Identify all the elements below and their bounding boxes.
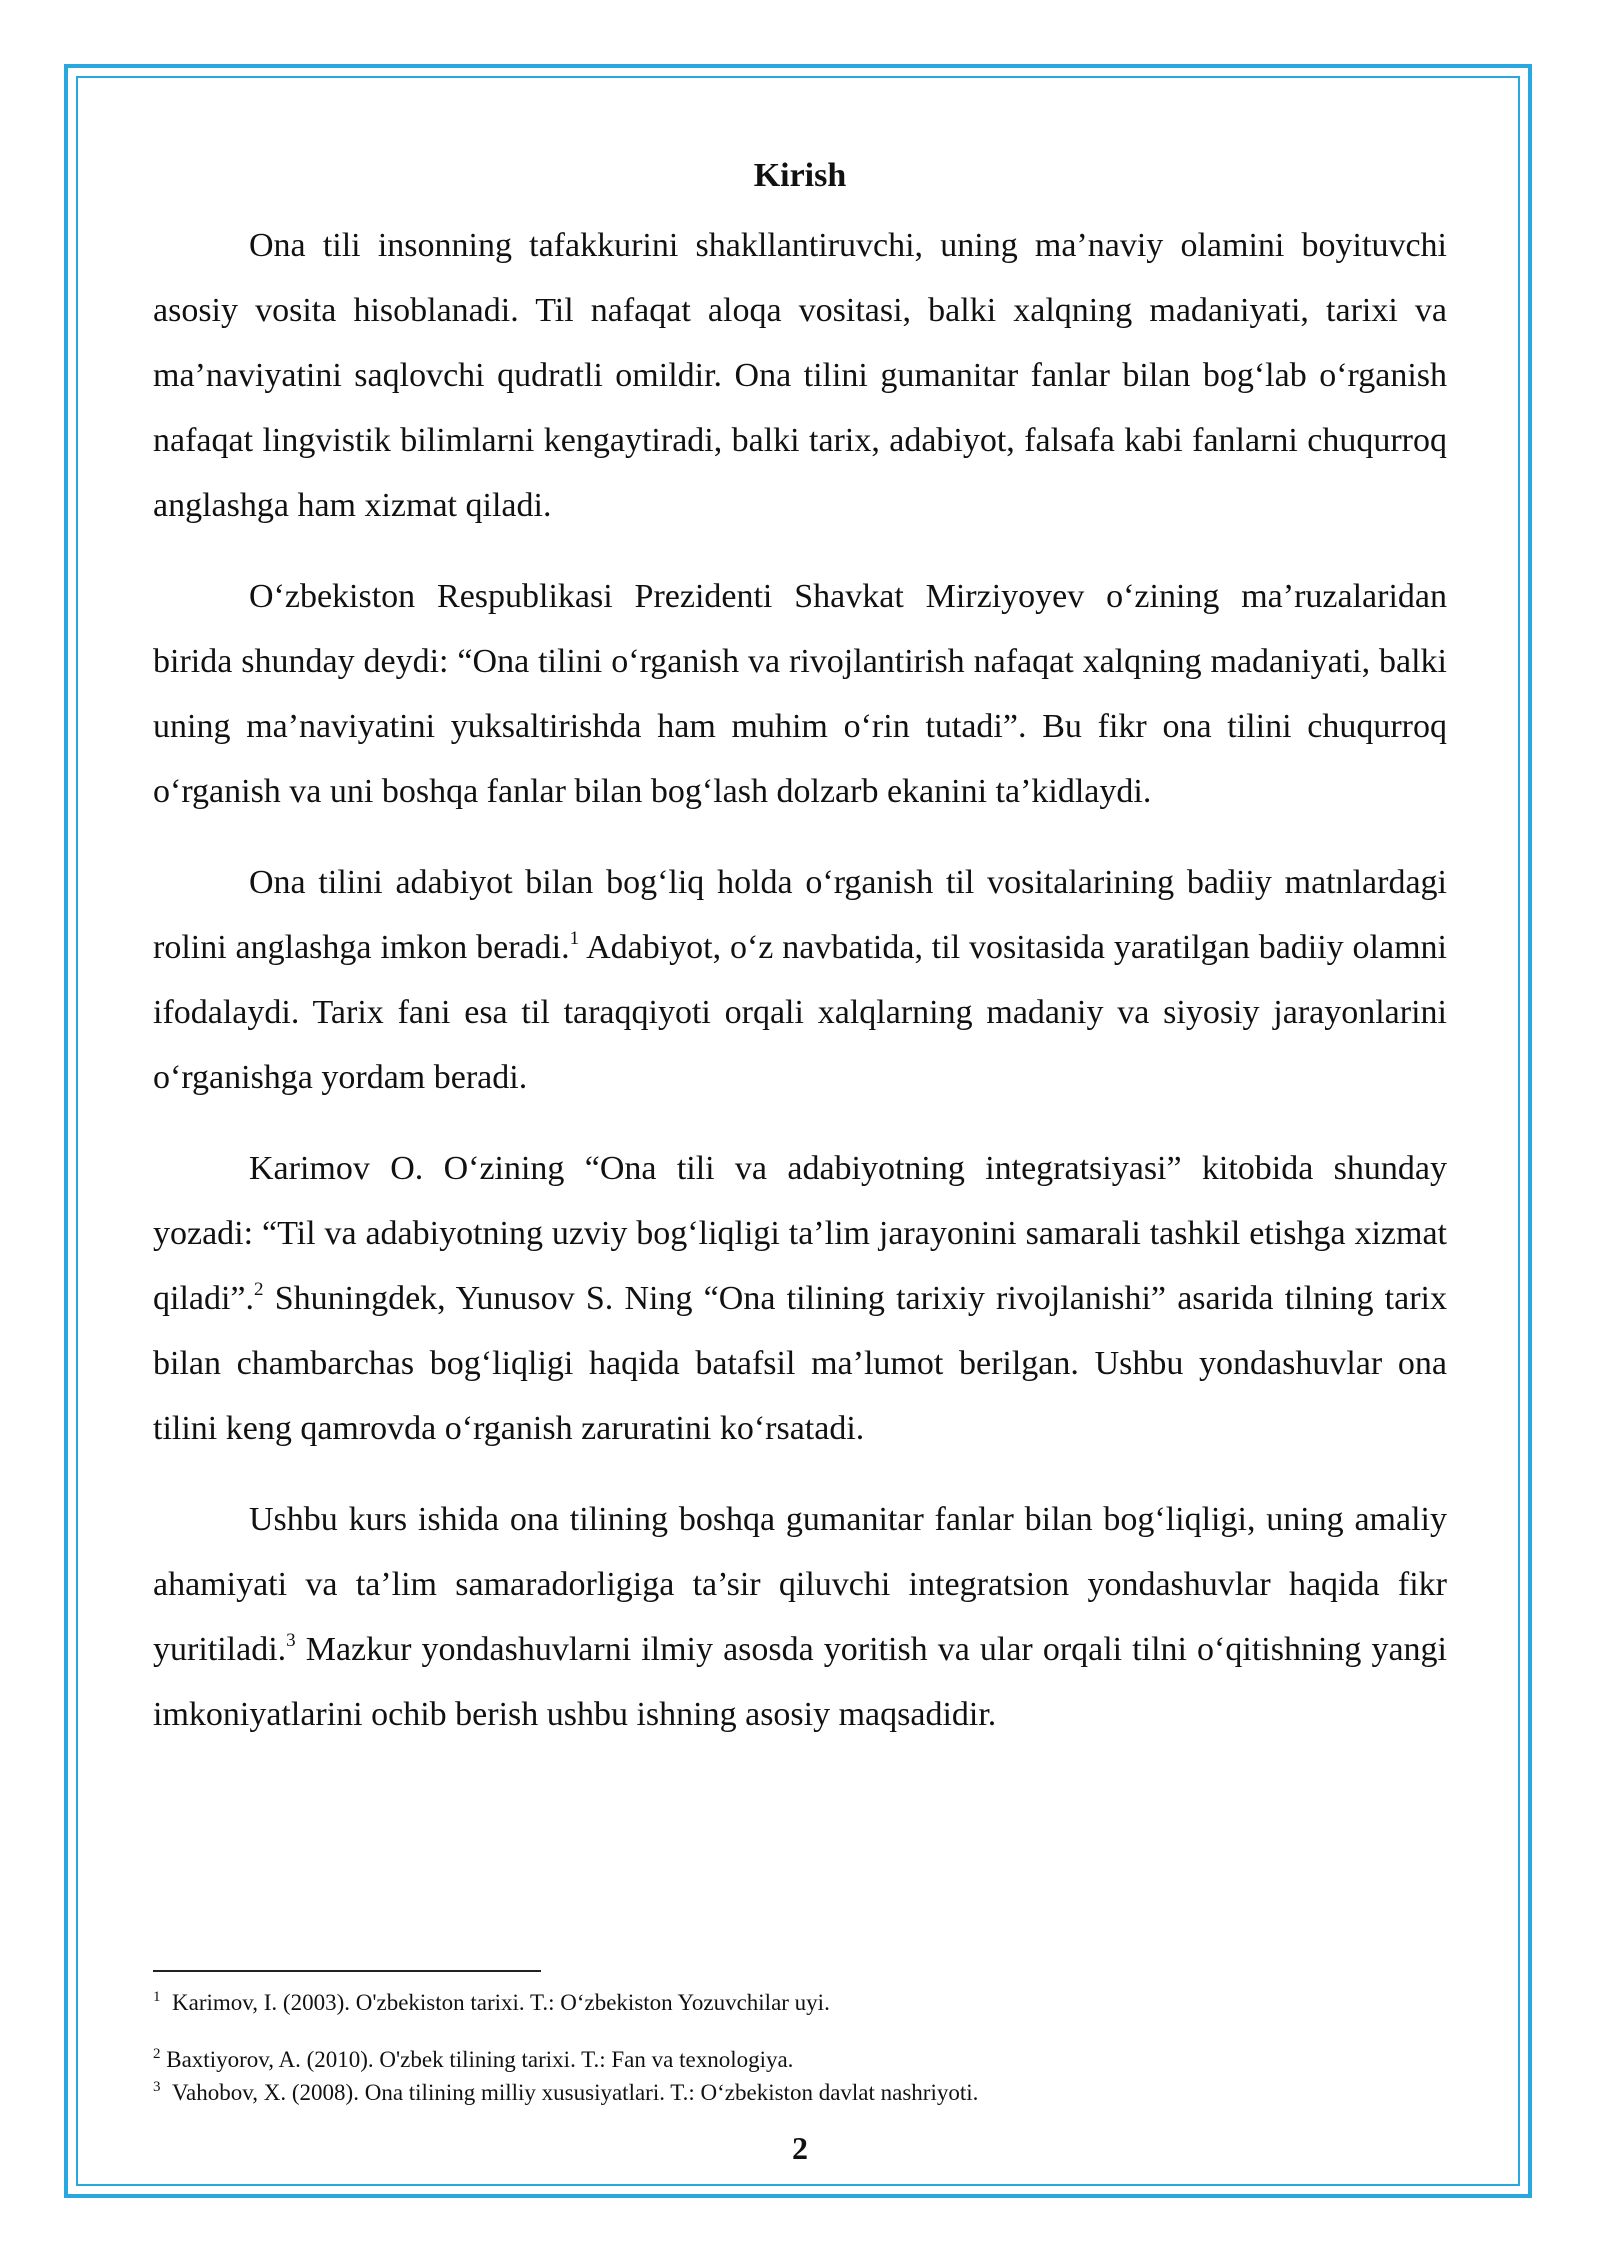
- footnote-3: [153, 2078, 978, 2108]
- paragraph-text: Ushbu kurs ishida ona tilining boshqa gumanitar fanlar bilan bog‘liqligi, uning amaliy ahamiyati va ta’lim samaradorligiga ta’sir qiluvchi integratsion yondashuvlar haqida fikr yuritiladi.: [153, 1501, 1447, 1668]
- footnote-2: [153, 2045, 793, 2075]
- footnote-ref-2[interactable]: 2: [254, 1279, 264, 1300]
- paragraph-3: [153, 850, 1447, 1110]
- paragraph-text: Ona tilini adabiyot bilan bog‘liq holda o‘rganish til vositalarining badiiy matnlardagi rolini anglashga imkon beradi.: [153, 864, 1447, 966]
- footnote-ref-3[interactable]: 3: [286, 1630, 296, 1651]
- footnote-number: 3: [153, 2079, 161, 2095]
- paragraph-text: Shuningdek, Yunusov S. Ning “Ona tilining tarixiy rivojlanishi” asarida tilning tarix bilan chambarchas bog‘liqligi haqida batafsil ma’lumot berilgan. Ushbu yondashuvlar ona tilini keng qamrovda o‘rganish zaruratini ko‘rsatadi.: [153, 1280, 1447, 1447]
- document-body: [153, 145, 1447, 1773]
- paragraph-text: O‘zbekiston Respublikasi Prezidenti Shavkat Mirziyoyev o‘zining ma’ruzalaridan birida shunday deydi: “Ona tilini o‘rganish va rivojlantirish nafaqat xalqning madaniyati, balki uning ma’naviyatini yuksaltirishda ham muhim o‘rin tutadi”. Bu fikr ona tilini chuqurroq o‘rganish va uni boshqa fanlar bilan bog‘lash dolzarb ekanini ta’kidlaydi.: [153, 578, 1447, 810]
- paragraph-text: Karimov O. O‘zining “Ona tili va adabiyotning integratsiyasi” kitobida shunday yozadi: “Til va adabiyotning uzviy bog‘liqligi ta’lim jarayonini samarali tashkil etishga xizmat qiladi”.: [153, 1150, 1447, 1317]
- footnote-text: Vahobov, X. (2008). Ona tilining milliy xususiyatlari. T.: O‘zbekiston davlat nashriyoti.: [172, 2080, 979, 2105]
- footnote-text: Baxtiyorov, A. (2010). O'zbek tilining tarixi. T.: Fan va texnologiya.: [166, 2047, 794, 2072]
- paragraph-4: [153, 1136, 1447, 1461]
- footnote-number: 2: [153, 2046, 161, 2062]
- page-number: 2: [792, 2130, 808, 2166]
- footnote-ref-1[interactable]: 1: [569, 928, 580, 949]
- paragraph-text: Ona tili insonning tafakkurini shakllantiruvchi, uning ma’naviy olamini boyituvchi asosiy vosita hisoblanadi. Til nafaqat aloqa vositasi, balki xalqning madaniyati, tarixi va ma’naviyatini saqlovchi qudratli omildir. Ona tilini gumanitar fanlar bilan bog‘lab o‘rganish nafaqat lingvistik bilimlarni kengaytiradi, balki tarix, adabiyot, falsafa kabi fanlarni chuqurroq anglashga ham xizmat qiladi.: [153, 227, 1447, 524]
- paragraph-text: Adabiyot, o‘z navbatida, til vositasida yaratilgan badiiy olamni ifodalaydi. Tarix fani esa til taraqqiyoti orqali xalqlarning madaniy va siyosiy jarayonlarini o‘rganishga yordam beradi.: [153, 929, 1447, 1096]
- page-title: Kirish: [753, 157, 847, 194]
- footnote-1: [153, 1988, 830, 2018]
- footnote-text: Karimov, I. (2003). O'zbekiston tarixi. T.: O‘zbekiston Yozuvchilar uyi.: [172, 1990, 830, 2015]
- paragraph-2: [153, 564, 1447, 824]
- footnote-number: 1: [153, 1989, 161, 2005]
- paragraph-1: [153, 213, 1447, 538]
- footnote-separator: [153, 1970, 541, 1972]
- paragraph-5: [153, 1487, 1447, 1747]
- paragraph-text: Mazkur yondashuvlarni ilmiy asosda yoritish va ular orqali tilni o‘qitishning yangi imkoniyatlarini ochib berish ushbu ishning asosiy maqsadidir.: [153, 1631, 1447, 1733]
